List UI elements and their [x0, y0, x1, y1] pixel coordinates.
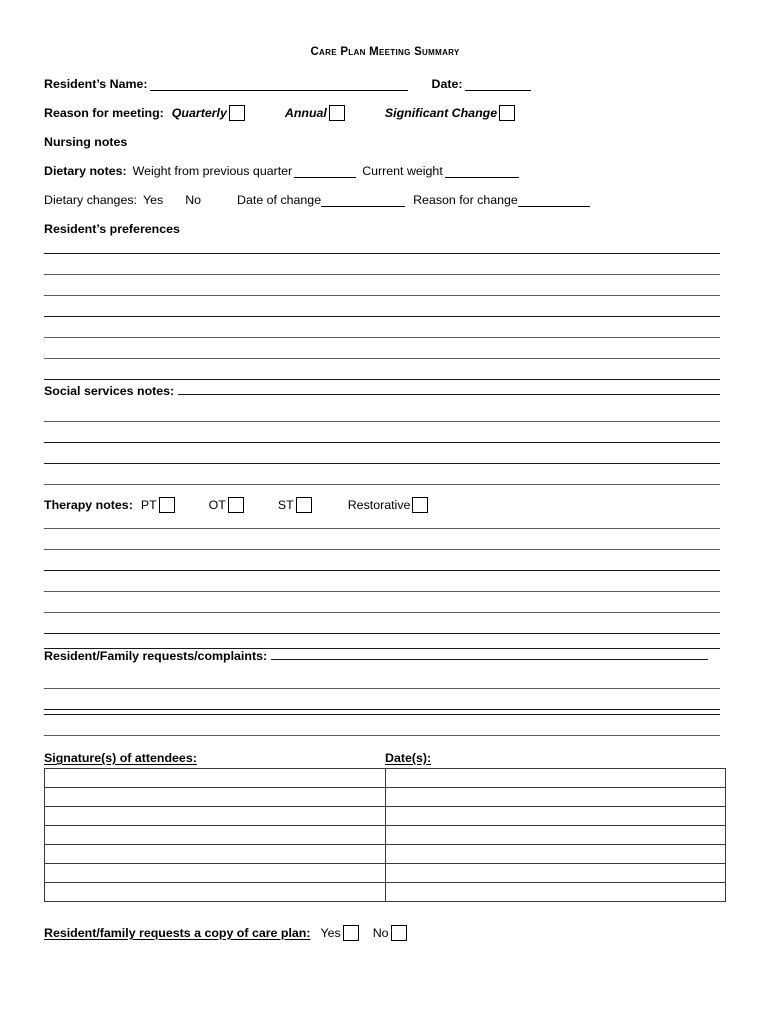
therapy-option-restorative-label: Restorative	[347, 498, 411, 512]
requests-write-line[interactable]	[44, 709, 720, 710]
table-row[interactable]	[45, 788, 726, 807]
dates-column-header	[385, 751, 431, 765]
social-services-notes-row	[44, 383, 720, 398]
resident-name-label: Resident’s Name:	[44, 77, 148, 91]
signatures-header-label: Signature(s) of attendees:	[44, 751, 197, 765]
table-row[interactable]	[45, 807, 726, 826]
preferences-write-line[interactable]	[44, 274, 720, 275]
dietary-notes-row	[44, 164, 521, 178]
reason-for-change-input[interactable]	[518, 194, 590, 207]
weight-previous-quarter-input[interactable]	[294, 165, 356, 178]
resident-name-row	[44, 77, 533, 91]
copy-request-no-checkbox[interactable]	[391, 925, 407, 941]
reason-option-annual-label: Annual	[284, 106, 327, 120]
therapy-option-pt-checkbox[interactable]	[159, 497, 175, 513]
preferences-write-line[interactable]	[44, 379, 720, 380]
reason-for-change-label: Reason for change	[413, 193, 518, 207]
date-cell[interactable]	[386, 807, 726, 826]
therapy-write-line[interactable]	[44, 570, 720, 571]
social-services-notes-input[interactable]	[178, 383, 720, 395]
date-cell[interactable]	[386, 883, 726, 902]
table-row[interactable]	[45, 826, 726, 845]
preferences-write-line[interactable]	[44, 316, 720, 317]
social-services-write-line[interactable]	[44, 421, 720, 422]
current-weight-label: Current weight	[362, 164, 443, 178]
dietary-changes-no-label[interactable]: No	[185, 193, 202, 207]
signature-cell[interactable]	[45, 845, 386, 864]
copy-request-no-label: No	[372, 926, 389, 940]
dietary-changes-yes-label[interactable]: Yes	[142, 193, 164, 207]
signatures-column-header	[44, 751, 197, 765]
date-of-change-label: Date of change	[237, 193, 322, 207]
dietary-changes-row	[44, 193, 592, 207]
page-title: Care Plan Meeting Summary	[310, 46, 460, 58]
therapy-write-line[interactable]	[44, 591, 720, 592]
social-services-write-line[interactable]	[44, 463, 720, 464]
therapy-option-ot-label: OT	[208, 498, 226, 512]
date-cell[interactable]	[386, 769, 726, 788]
signature-cell[interactable]	[45, 807, 386, 826]
resident-preferences-heading: Resident’s preferences	[44, 222, 180, 236]
reason-option-annual-checkbox[interactable]	[329, 105, 345, 121]
requests-complaints-input[interactable]	[271, 648, 708, 660]
signature-cell[interactable]	[45, 883, 386, 902]
date-label: Date:	[431, 77, 463, 91]
date-cell[interactable]	[386, 826, 726, 845]
resident-preferences-row	[44, 222, 180, 236]
requests-write-line[interactable]	[44, 714, 720, 715]
signature-cell[interactable]	[45, 788, 386, 807]
table-row[interactable]	[45, 883, 726, 902]
reason-for-meeting-label: Reason for meeting:	[44, 106, 164, 120]
nursing-notes-heading: Nursing notes	[44, 135, 128, 149]
preferences-write-line[interactable]	[44, 253, 720, 254]
therapy-write-line[interactable]	[44, 528, 720, 529]
therapy-option-st-label: ST	[277, 498, 294, 512]
copy-of-care-plan-label: Resident/family requests a copy of care plan:	[44, 926, 311, 940]
therapy-option-st-checkbox[interactable]	[296, 497, 312, 513]
requests-complaints-row	[44, 648, 708, 663]
requests-complaints-heading: Resident/Family requests/complaints:	[44, 649, 268, 663]
reason-for-meeting-row	[44, 105, 517, 121]
requests-write-line[interactable]	[44, 688, 720, 689]
preferences-write-line[interactable]	[44, 358, 720, 359]
table-row[interactable]	[45, 864, 726, 883]
preferences-write-line[interactable]	[44, 337, 720, 338]
date-of-change-input[interactable]	[321, 194, 405, 207]
weight-previous-quarter-label: Weight from previous quarter	[132, 164, 293, 178]
current-weight-input[interactable]	[445, 165, 519, 178]
signature-cell[interactable]	[45, 769, 386, 788]
table-row[interactable]	[45, 845, 726, 864]
date-cell[interactable]	[386, 788, 726, 807]
therapy-option-ot-checkbox[interactable]	[228, 497, 244, 513]
table-row[interactable]	[45, 769, 726, 788]
social-services-write-line[interactable]	[44, 484, 720, 485]
therapy-notes-row	[44, 497, 430, 513]
reason-option-quarterly-checkbox[interactable]	[229, 105, 245, 121]
dietary-changes-label: Dietary changes:	[44, 193, 137, 207]
date-input[interactable]	[465, 78, 531, 91]
reason-option-quarterly-label: Quarterly	[171, 106, 227, 120]
therapy-option-pt-label: PT	[140, 498, 157, 512]
therapy-option-restorative-checkbox[interactable]	[412, 497, 428, 513]
date-cell[interactable]	[386, 845, 726, 864]
signatures-table	[44, 768, 726, 902]
copy-of-care-plan-row	[44, 925, 409, 941]
therapy-notes-heading: Therapy notes:	[44, 498, 133, 512]
signature-cell[interactable]	[45, 864, 386, 883]
signature-cell[interactable]	[45, 826, 386, 845]
preferences-write-line[interactable]	[44, 295, 720, 296]
therapy-write-line[interactable]	[44, 633, 720, 634]
therapy-write-line[interactable]	[44, 612, 720, 613]
therapy-write-line[interactable]	[44, 549, 720, 550]
copy-request-yes-label: Yes	[320, 926, 341, 940]
copy-request-yes-checkbox[interactable]	[343, 925, 359, 941]
social-services-write-line[interactable]	[44, 442, 720, 443]
reason-option-significant-change-checkbox[interactable]	[499, 105, 515, 121]
nursing-notes-row	[44, 135, 127, 149]
reason-option-significant-change-label: Significant Change	[384, 106, 498, 120]
requests-write-line[interactable]	[44, 735, 720, 736]
signatures-table-body	[45, 769, 726, 902]
dietary-notes-heading: Dietary notes:	[44, 164, 127, 178]
resident-name-input[interactable]	[150, 78, 408, 91]
date-cell[interactable]	[386, 864, 726, 883]
social-services-notes-heading: Social services notes:	[44, 384, 175, 398]
dates-header-label: Date(s):	[385, 751, 432, 765]
